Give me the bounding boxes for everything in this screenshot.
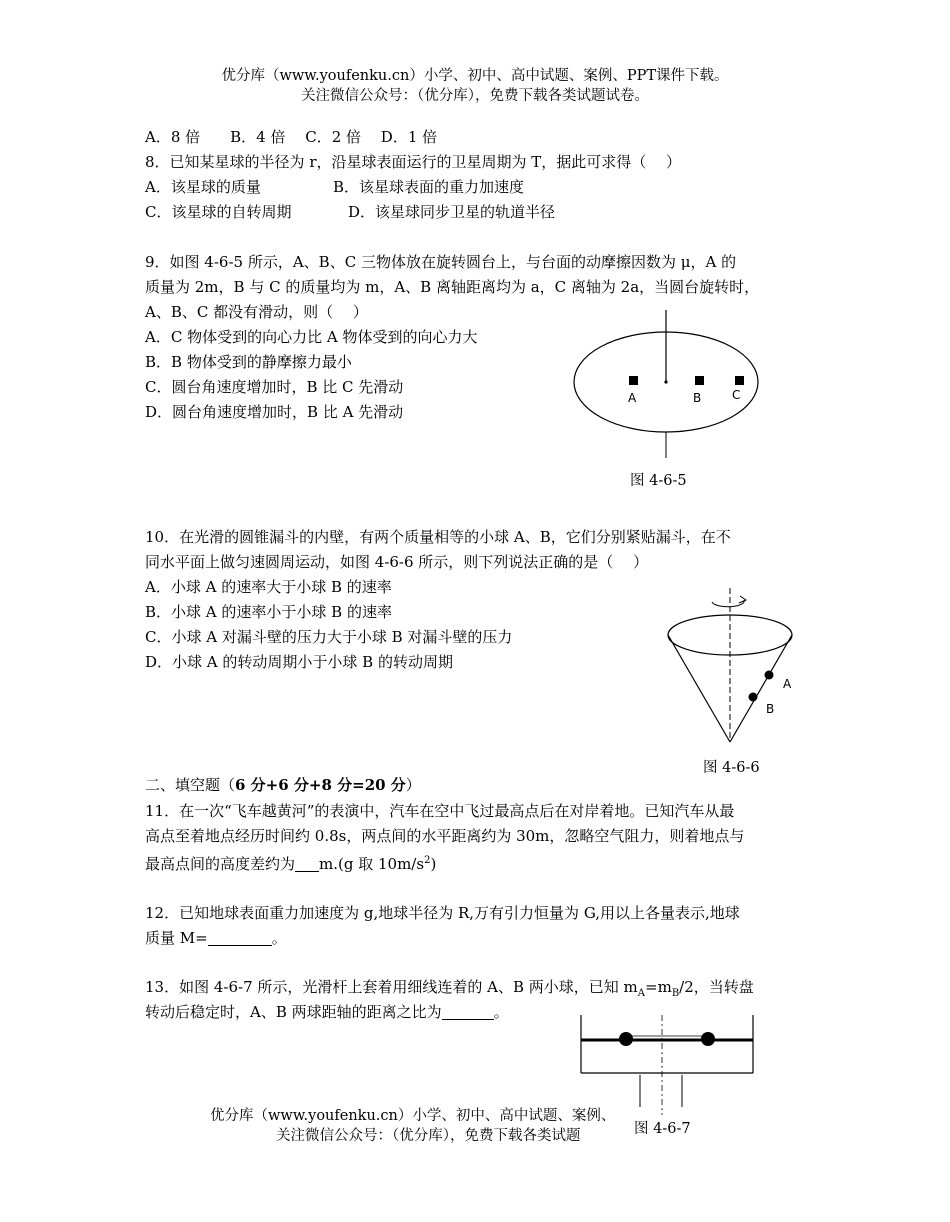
figure-4-6-6-label: 图 4-6-6 [703,760,760,776]
q7-options: A．8 倍 B．4 倍 C．2 倍 D．1 倍 [145,128,438,146]
block-c [735,376,744,385]
header-line-2: 关注微信公众号：（优分库），免费下载各类试题试卷。 [301,88,649,104]
q8-option-a: A．该星球的质量 [145,178,261,196]
q11-line-3 [145,851,436,874]
figure-4-6-5 [570,310,770,460]
label-a: A [783,677,792,691]
q9-option-a: A．C 物体受到的向心力比 A 物体受到的向心力大 [145,328,478,346]
figure-4-6-7-label: 图 4-6-7 [630,1117,695,1138]
q10-stem-1: 10．在光滑的圆锥漏斗的内壁，有两个质量相等的小球 A、B，它们分别紧贴漏斗，在不 [145,528,731,546]
q9-stem-2: 质量为 2m，B 与 C 的质量均为 m，A、B 离轴距离均为 a，C 离轴为 2a，当圆台旋转时， [145,278,760,296]
ball-a [619,1032,633,1046]
q11-line-1: 11．在一次“飞车越黄河”的表演中，汽车在空中飞过最高点后在对岸着地。已知汽车从最 [145,802,735,820]
q8-option-b: B．该星球表面的重力加速度 [333,178,525,196]
q9-option-c: C．圆台角速度增加时，B 比 C 先滑动 [145,378,404,396]
funnel-left-wall [668,635,730,742]
q13-answer-blank[interactable] [442,1003,494,1020]
figure-4-6-6 [660,582,810,752]
q10-option-c: C．小球 A 对漏斗壁的压力大于小球 B 对漏斗壁的压力 [145,628,513,646]
q13-line-1-text: 13．如图 4-6-7 所示，光滑杆上套着用细线连着的 A、B 两小球，已知 m [145,978,638,996]
footer-line-2: 关注微信公众号：（优分库），免费下载各类试题 [276,1128,581,1144]
q13-sub-b: B [671,988,680,999]
q12-line-2-text: 质量 M= [145,929,208,947]
rotation-arrow [712,600,744,607]
q11-line-3-unit: m.(g 取 10m/s [319,855,425,873]
q13-line-1 [145,977,754,1004]
q13-line-2-text: 转动后稳定时，A、B 两球距轴的距离之比为 [145,1003,442,1021]
q12-line-2-end: 。 [271,929,287,947]
block-a [629,376,638,385]
ball-a [765,671,774,680]
ball-b [749,693,758,702]
figure-4-6-7 [578,1015,758,1115]
q9-stem-1: 9．如图 4-6-5 所示，A、B、C 三物体放在旋转圆台上，与台面的动摩擦因数为 μ，A 的 [145,253,737,271]
q11-line-2: 高点至着地点经历时间约 0.8s，两点间的水平距离约为 30m，忽略空气阻力，则着地点与 [145,827,745,845]
section-2-title [145,775,421,795]
q9-stem-3: A、B、C 都没有滑动，则（ ） [145,303,368,321]
section-2-scores: 6 分+6 分+8 分=20 分 [235,776,406,794]
q13-line-2-end: 。 [493,1003,509,1021]
label-c: C [732,388,741,402]
q10-option-b: B．小球 A 的速率小于小球 B 的速率 [145,603,392,621]
q11-answer-blank[interactable] [295,855,319,872]
header-line-1: 优分库（www.youfenku.cn）小学、初中、高中试题、案例、PPT课件下载。 [221,68,729,84]
q8-option-c: C．该星球的自转周期 [145,203,292,221]
q13-line-1-end: /2，当转盘 [679,978,754,996]
q13-sub-a: A [637,988,646,999]
label-b: B [766,702,775,716]
section-2-suffix: ） [405,776,421,794]
q12-line-2 [145,928,287,948]
q10-option-d: D．小球 A 的转动周期小于小球 B 的转动周期 [145,653,453,671]
q8-option-d: D．该星球同步卫星的轨道半径 [348,203,556,221]
rotation-arrowhead [739,596,746,603]
q11-line-3-text: 最高点间的高度差约为 [145,855,296,873]
q13-eq: =m [645,978,672,996]
q12-answer-blank[interactable] [208,929,272,946]
q12-line-1: 12．已知地球表面重力加速度为 g,地球半径为 R,万有引力恒量为 G,用以上各量表示,地球 [145,904,740,922]
q10-option-a: A．小球 A 的速率大于小球 B 的速率 [145,578,392,596]
q9-option-d: D．圆台角速度增加时，B 比 A 先滑动 [145,403,404,421]
q8-stem: 8．已知某星球的半径为 r，沿星球表面运行的卫星周期为 T，据此可求得（ ） [145,153,682,171]
figure-4-6-5-label: 图 4-6-5 [630,473,687,489]
label-a: A [628,391,637,405]
footer-line-1: 优分库（www.youfenku.cn）小学、初中、高中试题、案例、 [210,1108,616,1124]
label-b: B [693,391,702,405]
q13-line-2 [145,1002,509,1022]
q10-stem-2: 同水平面上做匀速圆周运动，如图 4-6-6 所示，则下列说法正确的是（ ） [145,553,649,571]
block-b [695,376,704,385]
section-2-prefix: 二、填空题（ [145,776,236,794]
q11-line-3-end: ) [430,855,437,873]
q9-option-b: B．B 物体受到的静摩擦力最小 [145,353,352,371]
ball-b [701,1032,715,1046]
q11-superscript: 2 [424,855,431,866]
axis-center [664,380,667,383]
